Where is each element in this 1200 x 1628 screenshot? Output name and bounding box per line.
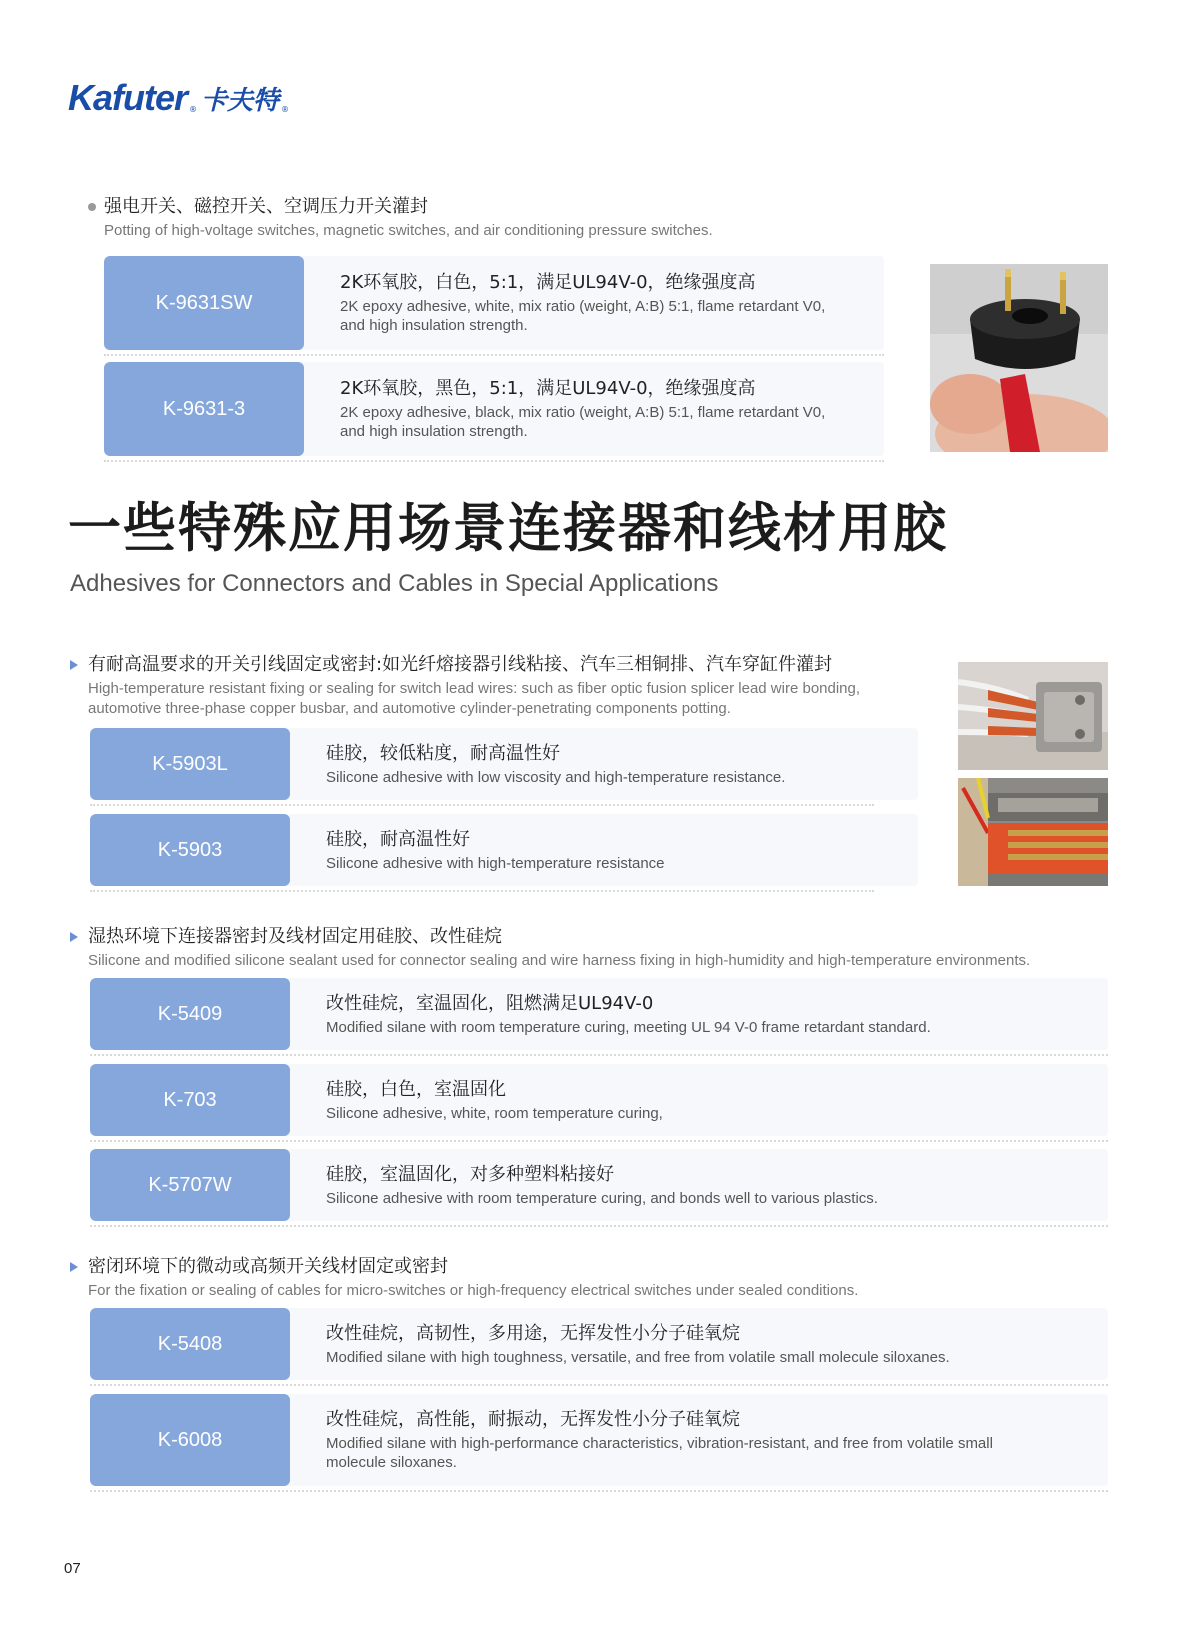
divider (90, 804, 874, 806)
triangle-bullet-icon (70, 1262, 78, 1272)
product-code: K-5409 (90, 978, 290, 1050)
group-title-en-line-1: High-temperature resistant fixing or sealing for switch lead wires: such as fiber optic fusion splicer lead wire bonding, (88, 680, 861, 697)
desc-en-line-2: and high insulation strength. (340, 317, 528, 334)
product-code: K-9631-3 (104, 362, 304, 456)
group-title-en: For the fixation or sealing of cables for micro-switches or high-frequency electrical switches under sealed conditions. (88, 1282, 859, 1299)
desc-cn: 2K环氧胶，白色，5:1，满足UL94V-0，绝缘强度高 (340, 272, 756, 293)
product-description (290, 814, 665, 886)
group-title-en-line-2: automotive three-phase copper busbar, and automotive cylinder-penetrating components potting. (88, 700, 731, 717)
desc-en-line-1: 2K epoxy adhesive, white, mix ratio (weight, A:B) 5:1, flame retardant V0, (340, 298, 826, 315)
brand-reg-mark: ® (189, 105, 198, 114)
desc-en-line-1: Modified silane with high-performance characteristics, vibration-resistant, and free from volatile small (326, 1435, 993, 1452)
divider (104, 354, 884, 356)
divider (90, 1384, 1108, 1386)
product-description (304, 362, 825, 456)
busbar-photo (958, 778, 1108, 886)
product-row (90, 1308, 1108, 1380)
product-row (90, 1064, 1108, 1136)
product-description (290, 1308, 950, 1380)
group-title-en: Silicone and modified silicone sealant used for connector sealing and wire harness fixing in high-humidity and high-temperature environments. (88, 952, 1031, 969)
product-row (104, 362, 884, 456)
brand-logo (68, 76, 293, 116)
desc-cn: 硅胶，较低粘度，耐高温性好 (326, 742, 560, 764)
group-header (70, 654, 860, 719)
desc-en-line-2: and high insulation strength. (340, 423, 528, 440)
page-number: 07 (64, 1560, 81, 1577)
bullet-dot-icon (88, 203, 96, 211)
desc-en: Silicone adhesive with high-temperature resistance (326, 854, 665, 872)
product-code: K-5408 (90, 1308, 290, 1380)
desc-cn: 改性硅烷，高韧性，多用途，无挥发性小分子硅氧烷 (326, 1322, 740, 1344)
product-description (290, 1394, 993, 1486)
desc-cn: 改性硅烷，室温固化，阻燃满足UL94V-0 (326, 992, 654, 1014)
section-title-en: Potting of high-voltage switches, magnetic switches, and air conditioning pressure switches. (104, 222, 713, 239)
product-code: K-6008 (90, 1394, 290, 1486)
page-subtitle: Adhesives for Connectors and Cables in Special Applications (70, 570, 719, 597)
desc-en: Silicone adhesive, white, room temperature curing, (326, 1104, 663, 1122)
product-code: K-703 (90, 1064, 290, 1136)
product-row (90, 1149, 1108, 1221)
product-description (290, 1064, 663, 1136)
pressure-switch-photo (930, 264, 1108, 452)
page-title: 一些特殊应用场景连接器和线材用胶 (68, 498, 948, 559)
desc-cn: 硅胶，白色，室温固化 (326, 1078, 506, 1100)
desc-cn: 硅胶，耐高温性好 (326, 828, 470, 850)
divider (90, 890, 874, 892)
product-description (290, 1149, 878, 1221)
desc-en: Modified silane with room temperature curing, meeting UL 94 V-0 frame retardant standard. (326, 1018, 931, 1036)
divider (90, 1140, 1108, 1142)
desc-en: Modified silane with high toughness, versatile, and free from volatile small molecule siloxanes. (326, 1348, 950, 1366)
product-row (104, 256, 884, 350)
product-code: K-9631SW (104, 256, 304, 350)
divider (90, 1490, 1108, 1492)
product-description (290, 978, 931, 1050)
desc-en: Silicone adhesive with low viscosity and high-temperature resistance. (326, 768, 786, 786)
triangle-bullet-icon (70, 660, 78, 670)
desc-cn: 硅胶，室温固化，对多种塑料粘接好 (326, 1163, 614, 1185)
brand-name: Kafuter (68, 77, 188, 118)
desc-en-line-2: molecule siloxanes. (326, 1454, 457, 1471)
product-code: K-5707W (90, 1149, 290, 1221)
product-row (90, 1394, 1108, 1486)
product-row (90, 814, 918, 886)
group-title-cn: 湿热环境下连接器密封及线材固定用硅胶、改性硅烷 (88, 926, 502, 947)
product-description (290, 728, 785, 800)
brand-reg-mark-cn: ® (281, 105, 290, 114)
connector-wires-photo (958, 662, 1108, 770)
group-header (70, 1256, 858, 1301)
product-description (304, 256, 825, 350)
brand-name-cn: 卡夫特 (201, 86, 280, 117)
desc-cn: 改性硅烷，高性能，耐振动，无挥发性小分子硅氧烷 (326, 1409, 740, 1430)
section-title-cn: 强电开关、磁控开关、空调压力开关灌封 (104, 196, 428, 217)
desc-en: Silicone adhesive with room temperature curing, and bonds well to various plastics. (326, 1189, 878, 1207)
divider (104, 460, 884, 462)
product-code: K-5903L (90, 728, 290, 800)
group-header (70, 926, 1030, 971)
divider (90, 1054, 1108, 1056)
product-row (90, 728, 918, 800)
group-title-cn: 密闭环境下的微动或高频开关线材固定或密封 (88, 1256, 448, 1277)
group-title-cn: 有耐高温要求的开关引线固定或密封:如光纤熔接器引线粘接、汽车三相铜排、汽车穿缸件灌封 (88, 654, 833, 675)
product-code: K-5903 (90, 814, 290, 886)
triangle-bullet-icon (70, 932, 78, 942)
desc-en-line-1: 2K epoxy adhesive, black, mix ratio (weight, A:B) 5:1, flame retardant V0, (340, 404, 826, 421)
section-header (88, 196, 713, 241)
desc-cn: 2K环氧胶，黑色，5:1，满足UL94V-0，绝缘强度高 (340, 378, 756, 399)
product-row (90, 978, 1108, 1050)
divider (90, 1225, 1108, 1227)
